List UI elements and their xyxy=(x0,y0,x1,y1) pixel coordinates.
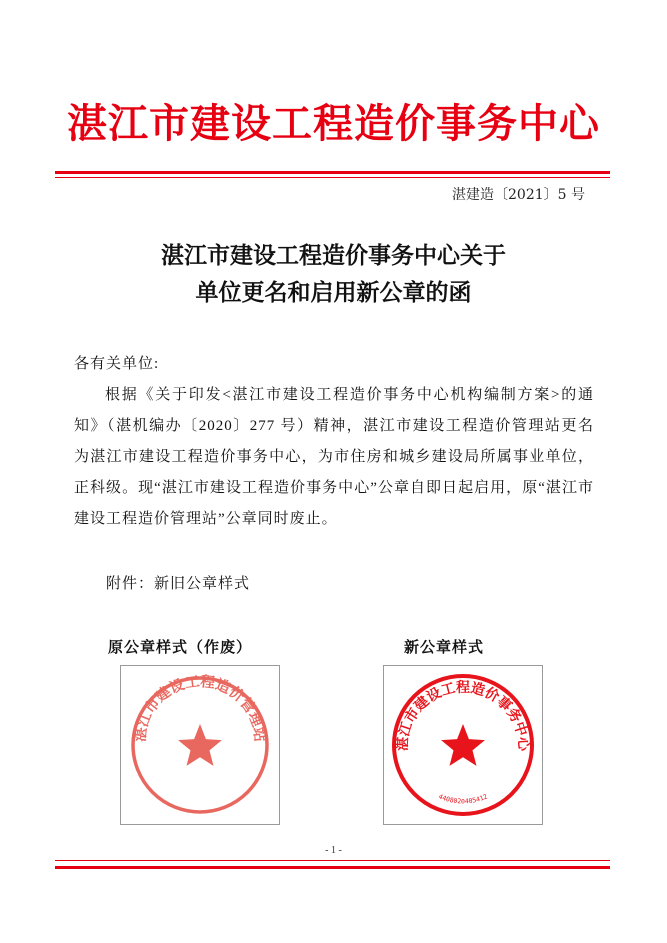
footer-divider-thick xyxy=(55,866,610,869)
document-title-line2: 单位更名和启用新公章的函 xyxy=(195,279,472,306)
new-seal-frame xyxy=(383,665,543,825)
old-seal-caption: 原公章样式（作废） xyxy=(108,638,253,656)
new-seal-star-icon xyxy=(441,724,485,766)
new-seal-text: 湛江市建设工程造价事务中心 xyxy=(394,679,532,752)
old-seal-star-icon xyxy=(178,724,222,766)
header-divider-thick xyxy=(55,171,610,174)
document-number: 湛建造〔2021〕5 号 xyxy=(452,187,585,203)
header-divider-thin xyxy=(55,177,610,178)
new-seal-caption: 新公章样式 xyxy=(404,638,485,656)
page-number: - 1 - xyxy=(325,845,342,856)
new-seal-code: 4408020405412 xyxy=(437,792,489,806)
new-seal-image xyxy=(384,666,542,824)
old-seal-frame xyxy=(120,665,280,825)
document-title-line1: 湛江市建设工程造价事务中心关于 xyxy=(161,242,506,269)
footer-divider-thin xyxy=(55,860,610,861)
salutation: 各有关单位: xyxy=(74,356,160,372)
attachment-note: 附件：新旧公章样式 xyxy=(106,576,251,592)
old-seal-text: 湛江市建设工程造价管理站 xyxy=(132,674,268,743)
old-seal-image xyxy=(121,666,279,824)
body-paragraph: 根据《关于印发<湛江市建设工程造价事务中心机构编制方案>的通知》（湛机编办〔2020〕277 号）精神，湛江市建设工程造价管理站更名为湛江市建设工程造价事务中心，为市住房和城乡建设局所属事业单位，正科级。现“湛江市建设工程造价事务中心”公章自即日起启用，原“湛江市建设工程造价管理站”公章同时废止。 xyxy=(74,387,594,527)
org-title: 湛江市建设工程造价事务中心 xyxy=(67,100,600,147)
